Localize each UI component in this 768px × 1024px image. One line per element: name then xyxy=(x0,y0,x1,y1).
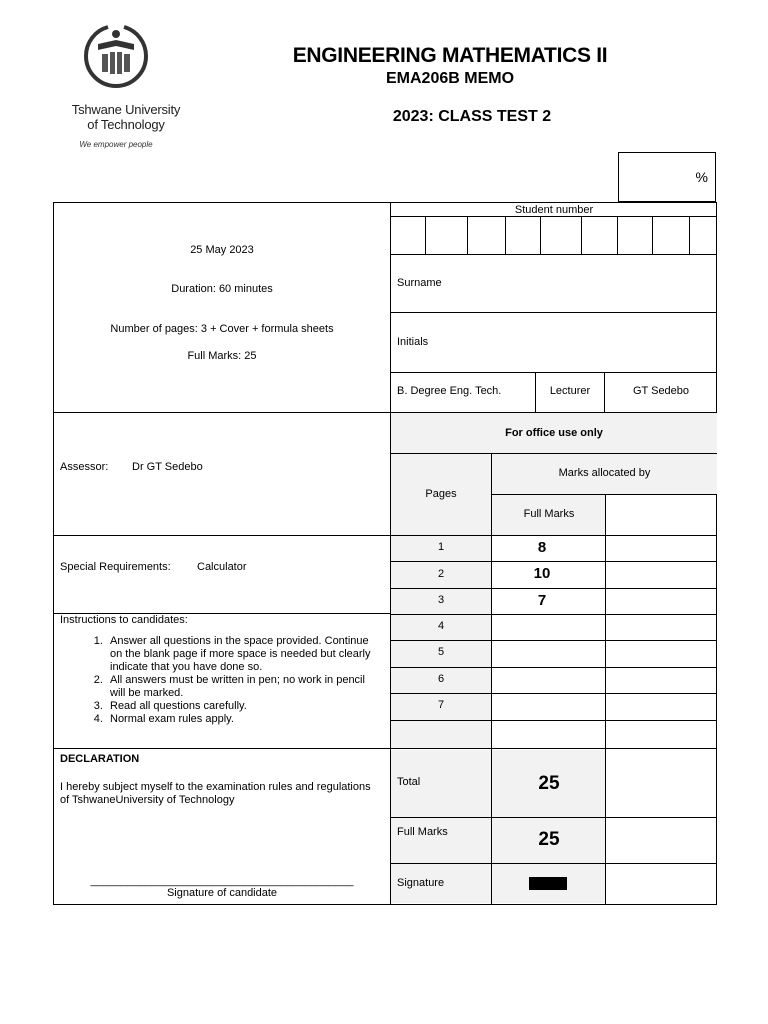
instructions-list xyxy=(60,635,380,726)
signature-of-candidate-label: Signature of candidate xyxy=(166,887,278,899)
page-number: 7 xyxy=(437,699,445,711)
signature-line: ___________________________________________ xyxy=(90,875,354,887)
percent-sign: % xyxy=(695,169,708,185)
declaration-heading: DECLARATION xyxy=(60,753,140,765)
percentage-box xyxy=(618,152,716,202)
university-name xyxy=(56,102,196,132)
test-title: 2023: CLASS TEST 2 xyxy=(392,108,552,125)
test-duration: Duration: 60 minutes xyxy=(171,283,273,295)
surname-label: Surname xyxy=(397,277,442,289)
instructions-block xyxy=(60,614,380,726)
full-marks-total-label: Full Marks xyxy=(397,826,448,838)
page-number: 1 xyxy=(437,541,445,553)
tagline: We empower people xyxy=(79,140,153,149)
initials-label: Initials xyxy=(397,336,429,348)
instructions-heading: Instructions to candidates: xyxy=(60,614,188,626)
redacted-signature xyxy=(529,877,567,890)
full-marks-total-value: 25 xyxy=(538,829,560,850)
cover-table xyxy=(53,202,717,905)
university-name-line2: of Technology xyxy=(87,117,165,132)
assessor-name: Dr GT Sedebo xyxy=(132,461,203,473)
instruction-item: 3. Read all questions carefully. xyxy=(106,700,380,713)
lecturer-name: GT Sedebo xyxy=(632,385,690,397)
assessor-label: Assessor: xyxy=(60,461,109,473)
special-requirements-value: Calculator xyxy=(197,561,247,573)
declaration-text-line1: I hereby subject myself to the examination rules and regulations xyxy=(60,781,371,793)
signature-label: Signature xyxy=(397,877,445,889)
instruction-item: 1. Answer all questions in the space provided. Continue on the blank page if more space is needed but clearly indicate that you have done so. xyxy=(106,635,380,674)
page-title: ENGINEERING MATHEMATICS II xyxy=(292,44,608,67)
tut-logo-icon xyxy=(80,22,152,92)
degree-label: B. Degree Eng. Tech. xyxy=(397,385,502,397)
page-count: Number of pages: 3 + Cover + formula sheets xyxy=(110,323,334,335)
declaration-text-line2: of TshwaneUniversity of Technology xyxy=(60,794,235,806)
test-date: 25 May 2023 xyxy=(190,244,254,256)
page-number: 3 xyxy=(437,594,445,606)
full-marks-column-label: Full Marks xyxy=(523,508,575,520)
total-label: Total xyxy=(397,776,421,788)
page-subtitle: EMA206B MEMO xyxy=(385,70,515,87)
full-marks-info: Full Marks: 25 xyxy=(187,350,257,362)
marks-allocated-label: Marks allocated by xyxy=(558,467,651,479)
instruction-item: 2. All answers must be written in pen; no work in pencil will be marked. xyxy=(106,674,380,700)
university-logo xyxy=(56,22,196,157)
page-number: 5 xyxy=(437,646,445,658)
page-marks: 7 xyxy=(537,592,547,609)
page-marks: 8 xyxy=(537,539,547,556)
page-number: 4 xyxy=(437,620,445,632)
pages-label: Pages xyxy=(425,488,457,500)
university-name-line1: Tshwane University xyxy=(71,102,181,117)
student-number-label: Student number xyxy=(514,204,594,216)
instruction-item: 4. Normal exam rules apply. xyxy=(106,713,380,726)
office-use-heading: For office use only xyxy=(505,427,603,439)
lecturer-label: Lecturer xyxy=(549,385,591,397)
page-number: 2 xyxy=(437,568,445,580)
total-value: 25 xyxy=(538,773,560,794)
special-requirements-label: Special Requirements: xyxy=(60,561,171,573)
page-marks: 10 xyxy=(533,565,551,582)
page-number: 6 xyxy=(437,673,445,685)
